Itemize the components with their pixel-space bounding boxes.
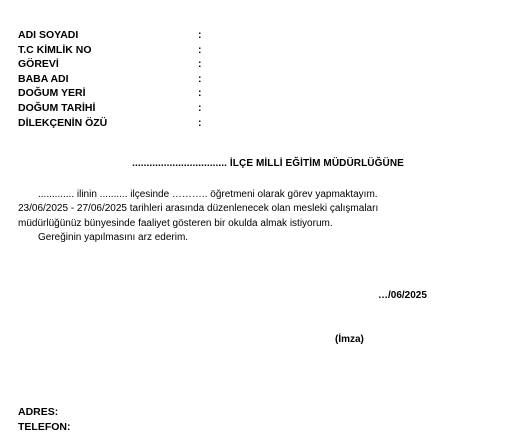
field-colon: : <box>198 101 202 114</box>
field-label-position: GÖREVİ <box>18 58 59 71</box>
signature-label: (İmza) <box>335 334 364 345</box>
field-row-father-name <box>18 72 218 87</box>
field-colon: : <box>198 72 202 85</box>
contact-footer <box>18 405 71 434</box>
field-label-father-name: BABA ADI <box>18 72 69 85</box>
field-colon: : <box>198 43 202 56</box>
field-colon: : <box>198 116 202 129</box>
field-colon: : <box>198 87 202 100</box>
field-row-petition-subject <box>18 116 218 131</box>
field-label-birth-date: DOĞUM TARİHİ <box>18 101 96 114</box>
field-row-birth-date <box>18 101 218 116</box>
field-colon: : <box>198 58 202 71</box>
field-label-name: ADI SOYADI <box>18 29 79 41</box>
petition-date: …/06/2025 <box>378 290 427 301</box>
field-row-position <box>18 57 218 72</box>
field-label-birth-place: DOĞUM YERİ <box>18 87 86 100</box>
personal-info-fields <box>18 28 218 130</box>
body-line-4: Gereğinin yapılmasını arz ederim. <box>38 231 189 243</box>
field-label-tc-id: T.C KİMLİK NO <box>18 43 92 56</box>
body-line-1: ............. ilinin .......... ilçesinde ……….. öğretmeni olarak görev yapmaktayım. <box>38 189 378 200</box>
body-line-2: 23/06/2025 - 27/06/2025 tarihleri arasında düzenlenecek olan mesleki çalışmaları <box>18 203 379 215</box>
field-label-petition-subject: DİLEKÇENİN ÖZÜ <box>18 116 108 129</box>
field-row-tc-id <box>18 43 218 58</box>
petition-body <box>18 188 488 245</box>
field-row-birth-place <box>18 86 218 101</box>
phone-label: TELEFON: <box>18 420 71 433</box>
field-row-name <box>18 28 218 43</box>
addressee-heading <box>0 158 506 169</box>
address-label: ADRES: <box>18 406 59 418</box>
body-line-3: müdürlüğünüz bünyesinde faaliyet gösteren bir okulda almak istiyorum. <box>18 217 333 229</box>
addressee-text: ................................. İLÇE MİLLİ EĞİTİM MÜDÜRLÜĞÜNE <box>132 158 404 169</box>
field-colon: : <box>198 29 202 41</box>
